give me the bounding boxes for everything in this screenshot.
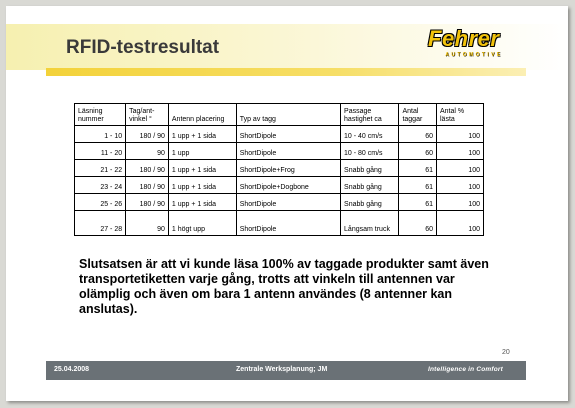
cell-antal-lasta: 100 <box>437 160 484 177</box>
cell-typ: ShortDipole <box>236 143 340 160</box>
slide-title: RFID-testresultat <box>66 37 220 58</box>
table-header-row <box>75 104 484 126</box>
cell-placering: 1 upp <box>168 143 236 160</box>
cell-placering: 1 upp + 1 sida <box>168 160 236 177</box>
cell-placering: 1 upp + 1 sida <box>168 177 236 194</box>
cell-antal-lasta: 100 <box>437 177 484 194</box>
cell-antal-taggar: 60 <box>399 126 437 143</box>
table-row <box>75 143 484 160</box>
cell-vinkel: 180 / 90 <box>126 177 169 194</box>
header-antal-procent-lasta: Antal % lästa <box>437 104 484 126</box>
header-passage-hastighet: Passage hastighet ca <box>341 104 399 126</box>
cell-vinkel: 90 <box>126 143 169 160</box>
cell-typ: ShortDipole <box>236 211 340 236</box>
footer-bar <box>46 361 526 380</box>
cell-antal-taggar: 60 <box>399 211 437 236</box>
footer-department: Zentrale Werksplanung; JM <box>236 366 328 373</box>
fehrer-logo <box>428 28 520 60</box>
cell-hastighet: Snabb gång <box>341 194 399 211</box>
cell-vinkel: 180 / 90 <box>126 194 169 211</box>
cell-lasning: 25 - 26 <box>75 194 126 211</box>
cell-typ: ShortDipole+Dogbone <box>236 177 340 194</box>
title-stripe <box>46 68 526 76</box>
cell-hastighet: 10 - 80 cm/s <box>341 143 399 160</box>
cell-hastighet: Snabb gång <box>341 160 399 177</box>
footer-date: 25.04.2008 <box>54 366 90 373</box>
logo-wordmark: Fehrer <box>428 26 500 51</box>
logo-tagline: AUTOMOTIVE <box>445 52 503 58</box>
cell-lasning: 1 - 10 <box>75 126 126 143</box>
cell-lasning: 23 - 24 <box>75 177 126 194</box>
page-number: 20 <box>502 349 510 356</box>
cell-antal-lasta: 100 <box>437 211 484 236</box>
cell-antal-taggar: 61 <box>399 177 437 194</box>
cell-placering: 1 högt upp <box>168 211 236 236</box>
cell-lasning: 27 - 28 <box>75 211 126 236</box>
table-row <box>75 194 484 211</box>
header-typ-av-tagg: Typ av tagg <box>236 104 340 126</box>
table-row <box>75 160 484 177</box>
results-table <box>74 103 484 236</box>
table-row <box>75 177 484 194</box>
cell-placering: 1 upp + 1 sida <box>168 126 236 143</box>
cell-typ: ShortDipole <box>236 194 340 211</box>
header-antal-taggar: Antal taggar <box>399 104 437 126</box>
header-tag-ant-vinkel: Tag/ant-vinkel ° <box>126 104 169 126</box>
cell-hastighet: 10 - 40 cm/s <box>341 126 399 143</box>
header-lasning-nummer: Läsning nummer <box>75 104 126 126</box>
cell-antal-taggar: 61 <box>399 194 437 211</box>
table-row <box>75 211 484 236</box>
cell-typ: ShortDipole+Frog <box>236 160 340 177</box>
slide <box>6 6 568 401</box>
cell-typ: ShortDipole <box>236 126 340 143</box>
cell-hastighet: Snabb gång <box>341 177 399 194</box>
cell-lasning: 21 - 22 <box>75 160 126 177</box>
cell-antal-taggar: 60 <box>399 143 437 160</box>
header-antenn-placering: Antenn placering <box>168 104 236 126</box>
cell-antal-lasta: 100 <box>437 143 484 160</box>
conclusion-text: Slutsatsen är att vi kunde läsa 100% av taggade produkter samt även transportetiketten varje gång, trotts att vinkeln till antennen var olämplig och även om bara 1 antenn användes (8 antenner kan anslutas). <box>79 257 489 316</box>
cell-antal-lasta: 100 <box>437 126 484 143</box>
table-row <box>75 126 484 143</box>
cell-vinkel: 90 <box>126 211 169 236</box>
cell-hastighet: Långsam truck <box>341 211 399 236</box>
cell-lasning: 11 - 20 <box>75 143 126 160</box>
cell-vinkel: 180 / 90 <box>126 160 169 177</box>
footer-slogan: Intelligence in Comfort <box>428 366 504 373</box>
cell-placering: 1 upp + 1 sida <box>168 194 236 211</box>
cell-antal-lasta: 100 <box>437 194 484 211</box>
cell-vinkel: 180 / 90 <box>126 126 169 143</box>
cell-antal-taggar: 61 <box>399 160 437 177</box>
